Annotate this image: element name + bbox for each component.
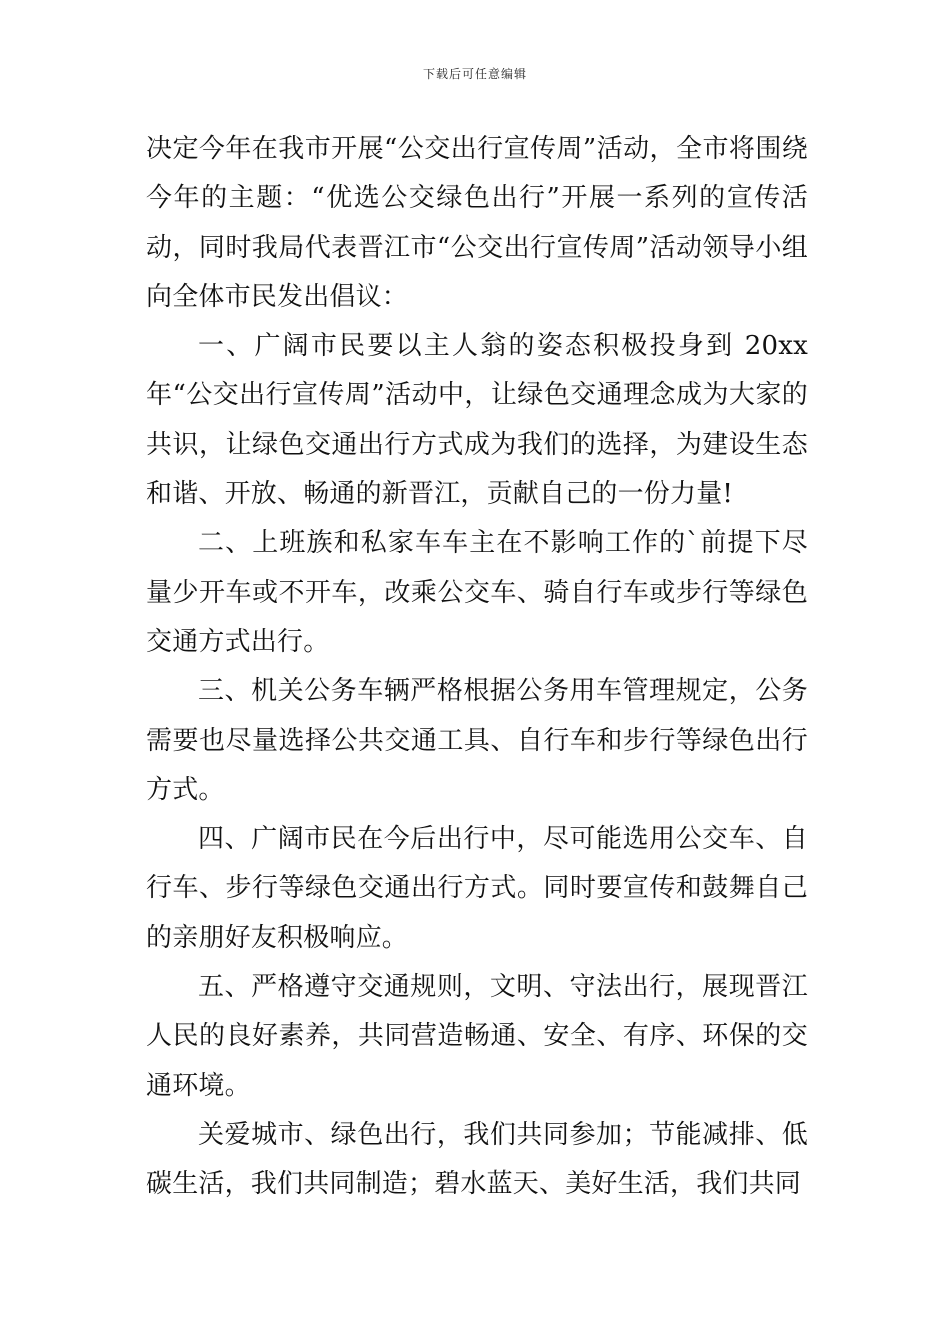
document-body (146, 125, 808, 1210)
paragraph-intro: 决定今年在我市开展“公交出行宣传周”活动，全市将围绕今年的主题：“优选公交绿色出行”开展一系列的宣传活动，同时我局代表晋江市“公交出行宣传周”活动领导小组向全体市民发出倡议： (146, 134, 808, 312)
page-header-note: 下载后可任意编辑 (422, 67, 527, 81)
paragraph-item-1: 一、广阔市民要以主人翁的姿态积极投身到 20xx 年“公交出行宣传周”活动中，让绿色交通理念成为大家的共识，让绿色交通出行方式成为我们的选择，为建设生态和谐、开放、畅通的新晋江，贡献自己的一份力量! (146, 331, 808, 510)
paragraph-item-3: 三、机关公务车辆严格根据公务用车管理规定，公务需要也尽量选择公共交通工具、自行车和步行等绿色出行方式。 (146, 676, 808, 805)
paragraph-item-5: 五、严格遵守交通规则，文明、守法出行，展现晋江人民的良好素养，共同营造畅通、安全、有序、环保的交通环境。 (146, 972, 808, 1101)
paragraph-closing: 关爱城市、绿色出行，我们共同参加；节能减排、低碳生活，我们共同制造；碧水蓝天、美好生活，我们共同 (146, 1119, 808, 1200)
paragraph-item-2: 二、上班族和私家车车主在不影响工作的`前提下尽量少开车或不开车，改乘公交车、骑自行车或步行等绿色交通方式出行。 (146, 528, 808, 657)
paragraph-item-4: 四、广阔市民在今后出行中，尽可能选用公交车、自行车、步行等绿色交通出行方式。同时要宣传和鼓舞自己的亲朋好友积极响应。 (146, 824, 808, 953)
